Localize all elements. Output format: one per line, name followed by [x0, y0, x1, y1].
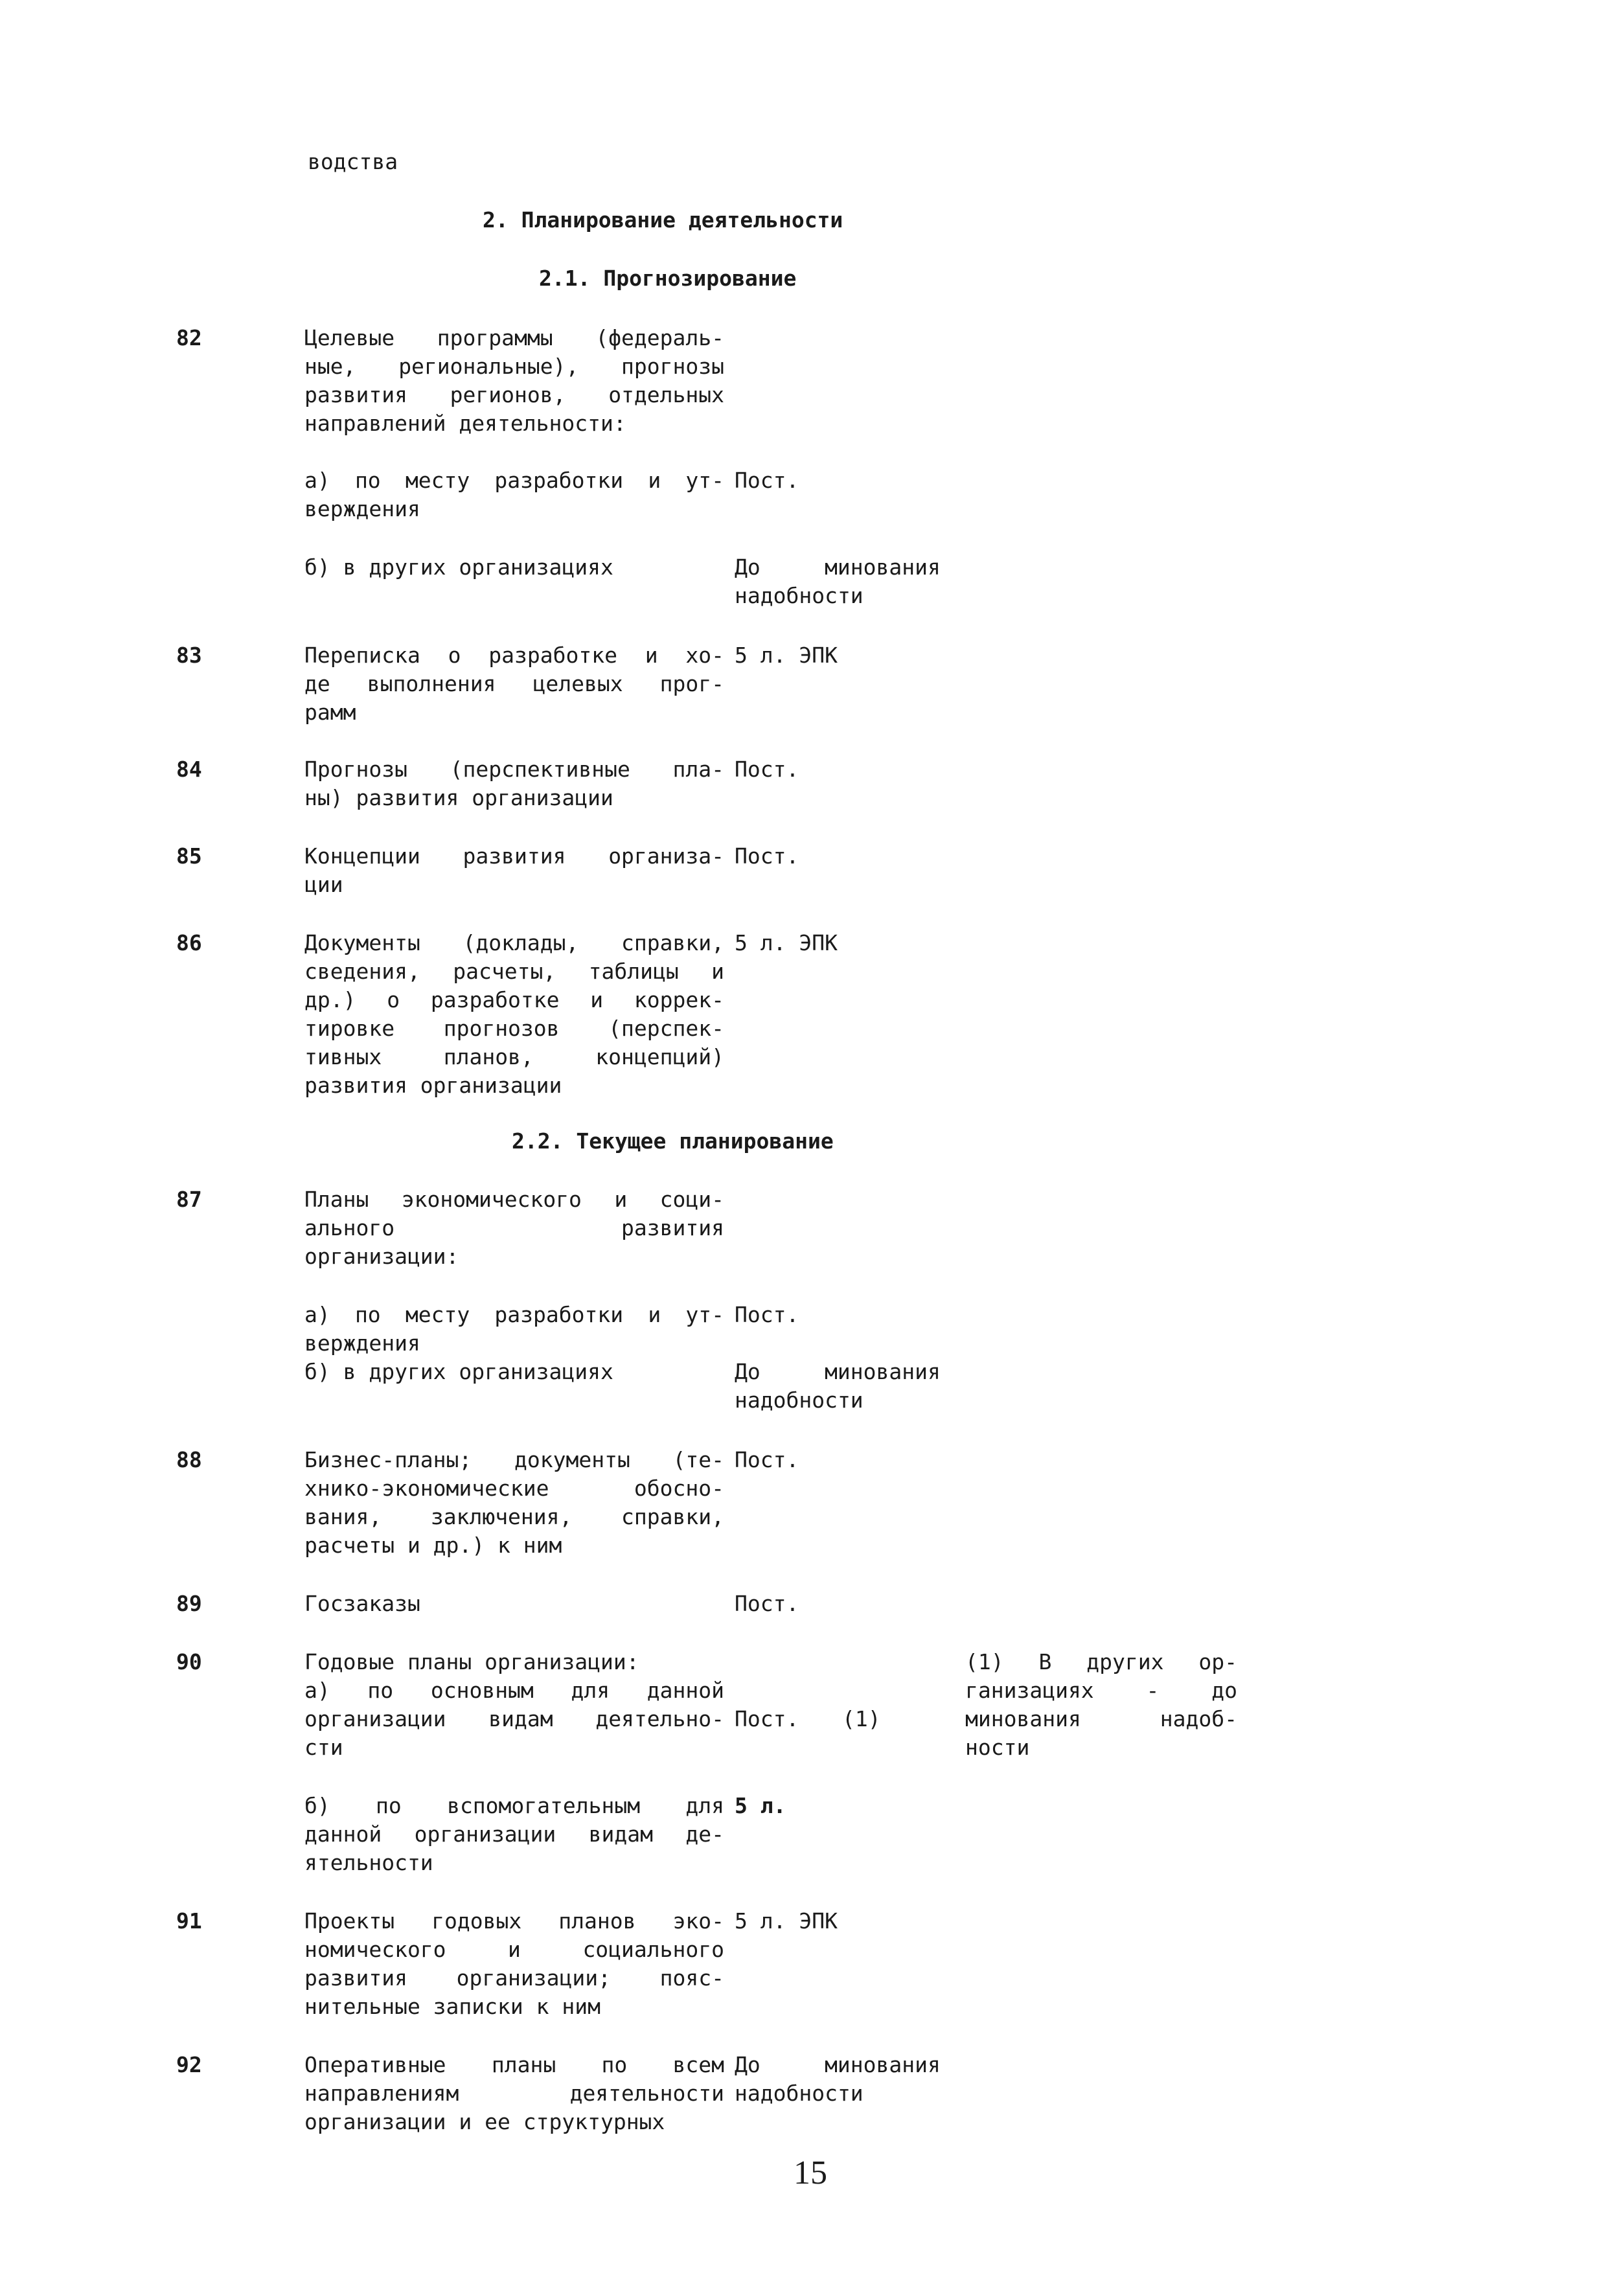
row-description	[304, 755, 724, 812]
row-subitem-a	[304, 1301, 724, 1358]
row-description	[304, 1648, 724, 1762]
desc-line: развития организации	[304, 1073, 562, 1098]
note-line: ганизациях - до	[965, 1678, 1237, 1703]
row-description	[304, 1185, 724, 1271]
row-description	[304, 2051, 724, 2136]
desc-line: а) по месту разработки и ут-	[304, 468, 724, 493]
desc-line: ные, региональные), прогнозы	[304, 354, 724, 379]
row-description	[304, 1446, 724, 1560]
row-subitem-a	[304, 466, 724, 523]
desc-line: расчеты и др.) к ним	[304, 1533, 562, 1558]
desc-line: б) в других организациях	[304, 1359, 613, 1384]
retention-term: Пост.	[735, 1591, 799, 1616]
row-subitem-b	[304, 1792, 724, 1877]
desc-line: Документы (доклады, справки,	[304, 930, 724, 955]
retention-term: 5 л. ЭПК	[735, 930, 838, 955]
row-number: 82	[176, 325, 202, 350]
desc-line: вания, заключения, справки,	[304, 1504, 724, 1529]
row-number: 88	[176, 1447, 202, 1472]
desc-line: Целевые программы (федераль-	[304, 325, 724, 350]
page-number: 15	[794, 2154, 827, 2191]
note-line: минования надоб-	[965, 1706, 1237, 1731]
row-subitem-b	[304, 553, 724, 582]
row-number: 89	[176, 1591, 202, 1616]
desc-line: Прогнозы (перспективные пла-	[304, 757, 724, 782]
retention-term: надобности	[735, 583, 863, 608]
row-description	[304, 842, 724, 899]
row-number: 83	[176, 643, 202, 668]
row-number: 90	[176, 1649, 202, 1674]
desc-line: направлений деятельности:	[304, 411, 626, 436]
row-description	[304, 641, 724, 727]
desc-line: развития организации; пояс-	[304, 1965, 724, 1991]
subsection-title-current-planning: 2.2. Текущее планирование	[512, 1128, 834, 1154]
desc-line: организации видам деятельно-	[304, 1706, 724, 1731]
retention-term: Пост.	[735, 757, 799, 782]
desc-line: Годовые планы организации:	[304, 1649, 639, 1674]
desc-line: тивных планов, концепций)	[304, 1044, 724, 1069]
retention-term: 5 л.	[735, 1793, 786, 1818]
row-number: 87	[176, 1187, 202, 1212]
row-number: 84	[176, 757, 202, 782]
desc-line: тировке прогнозов (перспек-	[304, 1016, 724, 1041]
retention-term: До	[735, 1359, 761, 1384]
desc-line: Госзаказы	[304, 1591, 420, 1616]
retention-term: До	[735, 2052, 761, 2077]
desc-line: ции	[304, 872, 343, 897]
footnote-reference: (1)	[842, 1706, 881, 1731]
retention-term: минования	[825, 554, 941, 580]
desc-line: верждения	[304, 1330, 420, 1356]
desc-line: Проекты годовых планов эко-	[304, 1908, 724, 1934]
row-number: 91	[176, 1908, 202, 1934]
row-description	[304, 1907, 724, 2021]
row-description	[304, 1590, 724, 1618]
row-note	[965, 1648, 1237, 1762]
row-number: 86	[176, 930, 202, 955]
desc-line: ятельности	[304, 1850, 433, 1875]
retention-term: До	[735, 554, 761, 580]
desc-line: организации и ее структурных	[304, 2109, 665, 2134]
desc-line: а) по месту разработки и ут-	[304, 1302, 724, 1327]
row-description	[304, 929, 724, 1100]
desc-line: Переписка о разработке и хо-	[304, 643, 724, 668]
desc-line: Планы экономического и соци-	[304, 1187, 724, 1212]
section-title: 2. Планирование деятельности	[483, 207, 843, 233]
desc-line: б) по вспомогательным для	[304, 1793, 724, 1818]
retention-term: Пост.	[735, 468, 799, 493]
desc-line: Бизнес-планы; документы (те-	[304, 1447, 724, 1472]
desc-line: др.) о разработке и коррек-	[304, 987, 724, 1012]
retention-term: минования	[825, 2052, 941, 2077]
retention-term: минования	[825, 1359, 941, 1384]
desc-line: рамм	[304, 700, 356, 725]
retention-term: 5 л. ЭПК	[735, 643, 838, 668]
desc-line: данной организации видам де-	[304, 1821, 724, 1847]
desc-line: б) в других организациях	[304, 554, 613, 580]
retention-term: надобности	[735, 2081, 863, 2106]
desc-line: Оперативные планы по всем	[304, 2052, 724, 2077]
desc-line: организации:	[304, 1244, 459, 1269]
note-line: ности	[965, 1735, 1030, 1760]
desc-line: ны) развития организации	[304, 785, 613, 810]
desc-line: нительные записки к ним	[304, 1994, 600, 2019]
row-description	[304, 324, 724, 438]
subsection-title-forecasting: 2.1. Прогнозирование	[539, 266, 797, 291]
desc-line: верждения	[304, 496, 420, 521]
retention-term: надобности	[735, 1388, 863, 1413]
retention-term: Пост.	[735, 843, 799, 869]
row-subitem-b	[304, 1358, 724, 1386]
desc-line: де выполнения целевых прог-	[304, 671, 724, 696]
retention-term: 5 л. ЭПК	[735, 1908, 838, 1934]
desc-line: Концепции развития организа-	[304, 843, 724, 869]
retention-term: Пост.	[735, 1302, 799, 1327]
retention-term: Пост.	[735, 1447, 799, 1472]
row-number: 85	[176, 843, 202, 869]
row-number: 92	[176, 2052, 202, 2077]
desc-line: хнико-экономические обосно-	[304, 1476, 724, 1501]
desc-line: ального развития	[304, 1215, 724, 1240]
desc-line: сведения, расчеты, таблицы и	[304, 959, 724, 984]
desc-line: номического и социального	[304, 1937, 724, 1962]
desc-line: а) по основным для данной	[304, 1678, 724, 1703]
desc-line: развития регионов, отдельных	[304, 382, 724, 407]
retention-term: Пост.	[735, 1706, 799, 1731]
desc-line: направлениям деятельности	[304, 2081, 724, 2106]
desc-line: сти	[304, 1735, 343, 1760]
note-line: (1) В других ор-	[965, 1649, 1237, 1674]
continuation-text: водства	[308, 149, 398, 174]
